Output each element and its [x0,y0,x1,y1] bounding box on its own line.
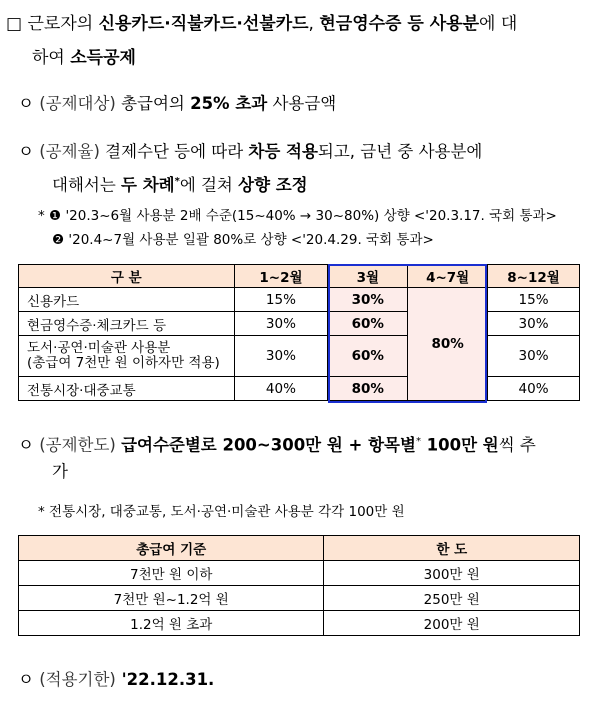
checkbox-square-icon: □ [6,14,23,34]
bullet-circle-icon: ㅇ [18,670,34,689]
note-1: * ❶ '20.3~6월 사용분 2배 수준(15~40% → 30~80%) 상향 <'20.3.17. 국회 통과> [38,208,557,224]
table-row: 신용카드 15% 30% 80% 15% [19,288,580,312]
table-row: 도서·공연·미술관 사용분 (총급여 7천만 원 이하자만 적용) 30% 60% 30% [19,336,580,377]
deduction-rate-item: ㅇ (공제율) 결제수단 등에 따라 차등 적용되고, 금년 중 사용분에 [18,142,483,161]
application-deadline-item: ㅇ (적용기한) '22.12.31. [18,670,215,689]
table-header-row: 총급여 기준 한 도 [19,536,580,561]
section-heading: □ 근로자의 신용카드·직불카드·선불카드, 현금영수증 등 사용분에 대 [6,14,518,34]
deduction-limit-table [18,535,580,636]
item-tag: (적용기한) [39,670,116,689]
item-tag: (공제한도) [39,435,116,455]
bullet-circle-icon: ㅇ [18,142,34,161]
deduction-limit-item: ㅇ (공제한도) 급여수준별로 200~300만 원 + 항목별* 100만 원씩 추 [18,435,536,455]
table-row: 전통시장·대중교통 40% 80% 40% [19,377,580,401]
table-header-row: 구 분 1~2월 3월 4~7월 8~12월 [19,265,580,288]
deduction-rate-item-line2: 대해서는 두 차례*에 걸쳐 상향 조정 [52,175,308,195]
note-2: ❷ '20.4~7월 사용분 일괄 80%로 상향 <'20.4.29. 국회 통과> [52,232,434,248]
item-tag: (공제대상) [39,94,116,113]
table-row: 현금영수증·체크카드 등 30% 60% 30% [19,312,580,336]
table-row: 7천만 원~1.2억 원 250만 원 [19,586,580,611]
merged-80-cell: 80% [408,288,488,401]
note-3: * 전통시장, 대중교통, 도서·공연·미술관 사용분 각각 100만 원 [38,504,405,520]
number-1-icon: ❶ [49,208,62,224]
bullet-circle-icon: ㅇ [18,435,34,455]
section-heading-line2: 하여 소득공제 [32,48,136,68]
deduction-rate-table [18,264,580,401]
item-tag: (공제율) [39,142,100,161]
deduction-target-item: ㅇ (공제대상) 총급여의 25% 초과 사용금액 [18,94,337,113]
number-2-icon: ❷ [52,232,65,248]
table-row: 7천만 원 이하 300만 원 [19,561,580,586]
bullet-circle-icon: ㅇ [18,94,34,113]
table-row: 1.2억 원 초과 200만 원 [19,611,580,636]
deduction-limit-item-line2: 가 [52,462,68,481]
